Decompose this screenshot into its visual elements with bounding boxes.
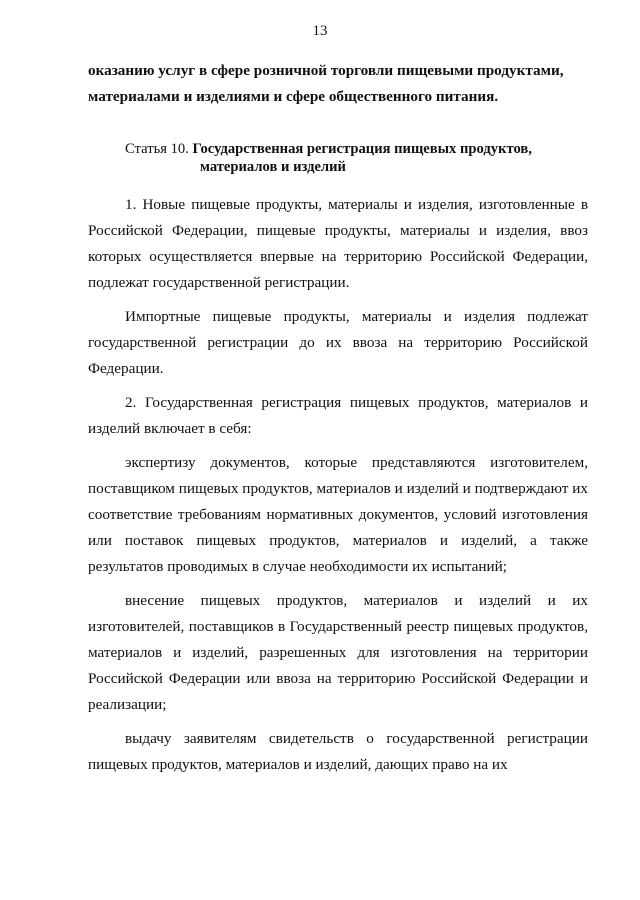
continuation-text	[88, 58, 588, 110]
continuation-line-1: оказанию услуг в сфере розничной торговли пищевыми продуктами,	[88, 62, 564, 79]
paragraph-5: внесение пищевых продуктов, материалов и изделий и их изготовителей, поставщиков в Государственный реестр пищевых продуктов, материалов и изделий, разрешенных для изготовления на территории Российской Федерации или ввоза на территорию Российской Федерации и реализации;	[88, 592, 588, 713]
article-body	[88, 192, 588, 778]
paragraph-1: 1. Новые пищевые продукты, материалы и изделия, изготовленные в Российской Федерации, пищевые продукты, материалы и изделия, ввоз которых осуществляется впервые на территорию Российской Федерации, подлежат государственной регистрации.	[88, 196, 588, 291]
continuation-line-2: материалами и изделиями и сфере общественного питания.	[88, 88, 499, 105]
article-title-line-1: Государственная регистрация пищевых продуктов,	[192, 141, 532, 157]
paragraph-6: выдачу заявителям свидетельств о государственной регистрации пищевых продуктов, материалов и изделий, дающих право на их	[88, 730, 588, 773]
article-title-line-2: материалов и изделий	[200, 159, 346, 175]
article-prefix: Статья 10.	[125, 141, 189, 157]
article-heading	[125, 140, 585, 176]
paragraph-3: 2. Государственная регистрация пищевых продуктов, материалов и изделий включает в себя:	[88, 394, 588, 437]
page-number: 13	[312, 23, 328, 39]
paragraph-4: экспертизу документов, которые представляются изготовителем, поставщиком пищевых продуктов, материалов и изделий и подтверждают их соответствие требованиям нормативных документов, условий изготовления или поставок пищевых продуктов, материалов и изделий, а также результатов проводимых в случае необходимости их испытаний;	[88, 454, 588, 575]
paragraph-2: Импортные пищевые продукты, материалы и изделия подлежат государственной регистрации до их ввоза на территорию Российской Федерации.	[88, 308, 588, 377]
